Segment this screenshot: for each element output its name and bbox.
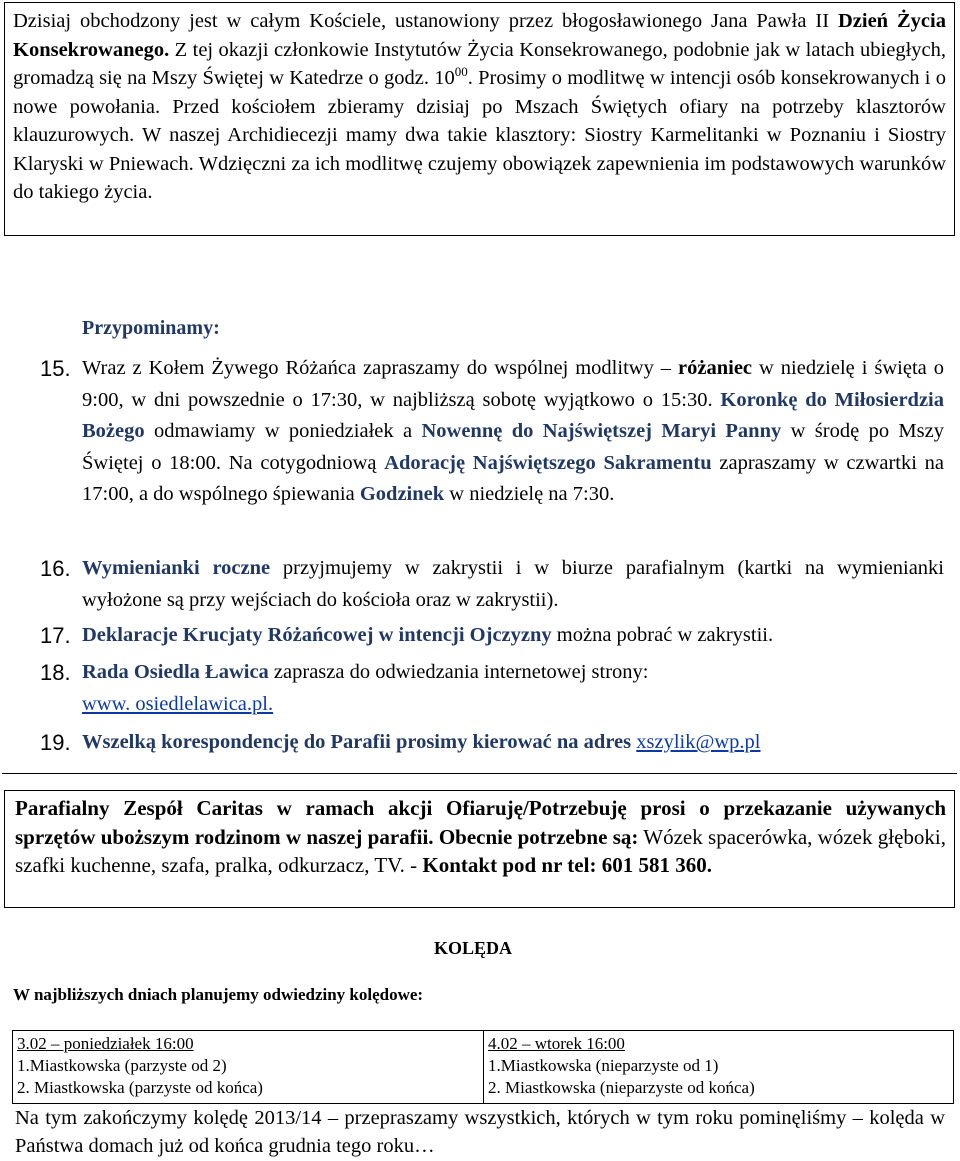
reminder-item-17 [42,620,944,652]
item-text [82,657,944,720]
text-run: zapraszamy w czwartki na 17:00, a do wspólnego śpiewania [82,451,945,505]
website-link[interactable]: www. osiedlelawica.pl. [82,692,274,715]
item-number: 16. [40,556,71,581]
item-text [82,553,944,616]
reminder-item-18 [42,657,944,720]
intro-text-1: Dzisiaj obchodzony jest w całym Kościele, ustanowiony przez błogosławionego Jana Pawła II [13,10,838,32]
intro-superscript: 00 [454,64,468,80]
caritas-bold-1: Parafialny Zespół Caritas w ramach akcji Ofiaruję/Potrzebuję prosi o przekazanie używanych sprzętów uboższym rodzinom w naszej parafii. Obecnie potrzebne są: [15,796,946,849]
koleda-street: 1.Miastkowska (parzyste od 2) [17,1056,227,1075]
bold-run: różaniec [678,357,753,379]
email-link[interactable]: xszylik@wp.pl [636,731,761,753]
koleda-street: 2. Miastkowska (parzyste od końca) [17,1078,263,1097]
koleda-date: 3.02 – poniedziałek 16:00 [17,1034,194,1053]
koleda-subtitle: W najbliższych dniach planujemy odwiedziny kolędowe: [13,985,424,1004]
item-text [82,620,944,652]
koleda-street: 1.Miastkowska (nieparzyste od 1) [488,1056,719,1075]
item-number: 18. [40,660,71,685]
koleda-day-left [13,1031,484,1104]
text-run: Wraz z Kołem Żywego Różańca zapraszamy do wspólnej modlitwy – [82,357,679,379]
text-run: można pobrać w zakrystii. [551,624,774,646]
koleda-closing: Na tym zakończymy kolędę 2013/14 – przepraszamy wszystkich, których w tym roku pominęliśmy – kolęda w Państwa domach już od końca grudnia tego roku… [15,1107,945,1157]
intro-bold: Dzień Życia Konsekrowanego. [13,10,946,61]
koleda-day-right [484,1031,954,1104]
item-number: 17. [40,623,71,648]
koleda-date: 4.02 – wtorek 16:00 [488,1034,625,1053]
text-run: zaprasza do odwiedzania internetowej strony: [268,661,649,683]
divider [2,773,957,774]
table-row [13,1031,954,1104]
reminder-item-15 [42,353,944,511]
reminders-heading: Przypominamy: [82,317,220,339]
bold-run: Deklaracje Krucjaty Różańcowej w intencji Ojczyzny [82,624,552,646]
item-text [82,727,944,759]
bold-run: Koronkę do Miłosierdzia Bożego [82,388,944,442]
caritas-bold-2: Kontakt pod nr tel: 601 581 360. [422,853,712,877]
bold-run: Wszelką korespondencję do Parafii prosimy kierować na adres [82,731,637,753]
bold-run: Godzinek [359,483,445,505]
bold-run: Wymienianki roczne [82,557,271,579]
koleda-title: KOLĘDA [434,938,513,958]
caritas-text: Wózek spacerówka, wózek głęboki, szafki kuchenne, szafa, pralka, odkurzacz, TV. - [15,824,946,877]
item-number: 15. [40,356,71,381]
koleda-street: 2. Miastkowska (nieparzyste od końca) [488,1078,755,1097]
item-text [82,353,944,511]
bold-run: Adorację Najświętszego Sakramentu [384,451,712,474]
text-run: w niedzielę i święta o 9:00, w dni powszednie o 17:30, w najbliższą sobotę wyjątkowo o 15:30. [82,357,944,411]
intro-box [4,2,955,236]
text-run: przyjmujemy w zakrystii i w biurze parafialnym (kartki na wymienianki wyłożone są przy wejściach do kościoła oraz w zakrystii). [82,557,944,611]
bold-run: Rada Osiedla Ławica [82,661,269,683]
text-run: odmawiamy w poniedziałek a [144,420,422,442]
intro-text-2: Z tej okazji członkowie Instytutów Życia Konsekrowanego, podobnie jak w latach ubiegłych, gromadzą się na Mszy Świętej w Katedrze o godz. 10 [13,38,946,89]
item-number: 19. [40,730,71,755]
koleda-table [12,1030,954,1104]
caritas-box [4,790,955,908]
text-run: w niedzielę na 7:30. [444,483,615,505]
intro-text-3: . Prosimy o modlitwę w intencji osób konsekrowanych i o nowe powołania. Przed kościołem zbieramy dzisiaj po Mszach Świętych ofiary na potrzeby klasztorów klauzurowych. W naszej Archidiecezji mamy dwa takie klasztory: Siostry Karmelitanki w Poznaniu i Siostry Klaryski w Pniewach. Wdzięczni za ich modlitwę czujemy obowiązek zapewnienia im podstawowych warunków do takiego życia. [13,67,946,203]
bold-run: Nowennę do Najświętszej Maryi Panny [421,420,782,442]
text-run: w środę po Mszy Świętej o 18:00. Na cotygodniową [82,420,944,474]
reminder-item-19 [42,727,944,759]
reminder-item-16 [42,553,944,616]
